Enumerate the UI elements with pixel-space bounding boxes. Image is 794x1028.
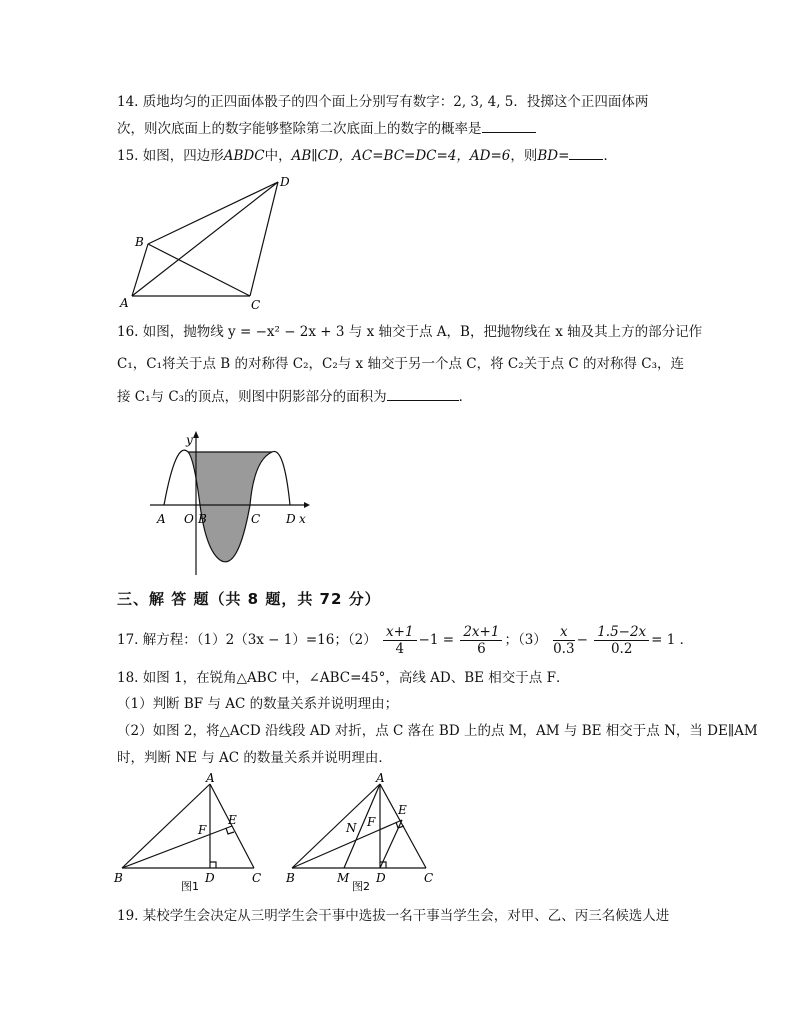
- q17-f4-num: 1.5−2x: [594, 624, 649, 641]
- q16-line1: 16. 如图，抛物线 y = −x² − 2x + 3 与 x 轴交于点 A，B，把抛物线在 x 轴及其上方的部分记作: [117, 324, 703, 340]
- q17-fraction-2: [460, 624, 502, 657]
- q16-figure: [150, 430, 320, 580]
- fig1-label-c: C: [252, 871, 262, 885]
- q16-line3-text: 接 C₁与 C₃的顶点，则图中阴影部分的面积为: [117, 389, 387, 405]
- q15-segment-bd: [148, 182, 278, 244]
- section-3-title: 三、解 答 题（共 8 题，共 72 分）: [117, 590, 381, 608]
- q14-answer-blank: [482, 118, 536, 133]
- q18-figure-2: [284, 771, 444, 894]
- q17-f3-den: 0.3: [553, 641, 575, 657]
- fig1-caption: 图1: [181, 880, 199, 893]
- q16-label-a: A: [157, 512, 166, 526]
- q16-line3-end: ．: [458, 389, 473, 405]
- q17-fraction-3: [553, 624, 574, 657]
- q18-line2: （1）判断 BF 与 AC 的数量关系并说明理由；: [117, 696, 399, 712]
- q17-fraction-1: [383, 624, 417, 657]
- q16-label-b: B: [198, 512, 207, 526]
- q16-label-c: C: [251, 512, 261, 526]
- q15-segment-ab: [132, 244, 148, 296]
- fig1-label-d: D: [205, 871, 215, 885]
- fig1-right-angle-e: [226, 828, 234, 834]
- q14-line2: [117, 118, 536, 139]
- fig2-label-c: C: [424, 871, 434, 885]
- q15-figure: [118, 172, 298, 312]
- q17-sep: ；（3）: [504, 632, 547, 648]
- q16-label-o: O: [184, 512, 194, 526]
- q17-prefix: 17. 解方程：（1）2（3x − 1）=16；（2）: [117, 632, 377, 648]
- q15-label-c: C: [251, 298, 261, 312]
- q17-f2-num: 2x+1: [460, 624, 502, 641]
- fig2-label-f: F: [367, 815, 376, 829]
- q16-y-arrow: [193, 431, 199, 438]
- q17-f1-den: 4: [395, 641, 405, 657]
- q15-text-d: AB∥CD，AC=BC=DC=4，AD=6: [291, 148, 511, 164]
- q15-text-e: ，则: [510, 148, 538, 164]
- q15-segment-bc: [148, 244, 250, 296]
- q17-fraction-4: [594, 624, 649, 657]
- q17-mid1: −1 =: [418, 632, 455, 648]
- q15-line: [117, 145, 617, 166]
- q16-label-y: y: [186, 433, 193, 447]
- q18-figure-1: [114, 771, 274, 894]
- q16-label-d: D: [286, 512, 296, 526]
- fig2-label-e: E: [398, 803, 407, 817]
- q15-text-f: BD=: [537, 148, 570, 164]
- fig2-label-d: D: [376, 871, 386, 885]
- fig2-label-b: B: [286, 871, 295, 885]
- fig2-caption: 图2: [352, 880, 370, 893]
- q16-answer-blank: [387, 386, 459, 401]
- q17-f1-num: x+1: [383, 624, 417, 641]
- q19-line1: 19. 某校学生会决定从三明学生会干事中选拔一名干事当学生会，对甲、乙、丙三名候选人进: [117, 908, 670, 924]
- q15-text-g: ．: [603, 148, 617, 164]
- q15-answer-blank: [569, 145, 603, 160]
- q15-text-a: 15. 如图，四边形: [117, 148, 224, 164]
- q17-f3-num: x: [553, 624, 574, 641]
- fig1-label-a: A: [206, 771, 215, 785]
- fig1-label-e: E: [228, 813, 237, 827]
- q15-text-c: 中，: [264, 148, 292, 164]
- q18-line1: 18. 如图 1，在锐角△ABC 中，∠ABC=45°，高线 AD、BE 相交于点 F．: [117, 670, 570, 686]
- q15-label-a: A: [120, 296, 129, 310]
- fig2-label-a: A: [376, 771, 385, 785]
- q15-segment-ad: [132, 182, 278, 296]
- q15-label-b: B: [135, 235, 144, 249]
- q16-line3: [117, 386, 472, 407]
- q16-line2: C₁，C₁将关于点 B 的对称得 C₂，C₂与 x 轴交于另一个点 C，将 C₂关于点 C 的对称得 C₃，连: [117, 356, 685, 372]
- q15-segment-dc: [250, 182, 278, 296]
- q17-minus: −: [576, 632, 588, 648]
- fig1-label-f: F: [198, 823, 207, 837]
- q18-line4: 时，判断 NE 与 AC 的数量关系并说明理由．: [117, 750, 392, 766]
- q14-line2-text: 次，则次底面上的数字能够整除第二次底面上的数字的概率是: [117, 121, 482, 137]
- q14-line1: 14. 质地均匀的正四面体骰子的四个面上分别写有数字：2, 3, 4, 5．投掷这个正四面体两: [117, 94, 649, 110]
- q17-f4-den: 0.2: [610, 641, 633, 657]
- q15-text-b: ABDC: [223, 148, 265, 164]
- q16-x-arrow: [304, 502, 310, 508]
- q17-end: = 1 ．: [651, 632, 694, 648]
- fig2-label-m: M: [337, 871, 350, 885]
- q16-label-x: x: [299, 512, 306, 526]
- fig1-right-angle-d: [210, 862, 216, 868]
- fig2-label-n: N: [346, 821, 357, 835]
- q17-f2-den: 6: [477, 641, 486, 657]
- fig1-label-b: B: [114, 871, 123, 885]
- q15-label-d: D: [280, 175, 290, 189]
- q17-line: [117, 622, 693, 662]
- fig1-segment-ab: [122, 784, 210, 868]
- q18-line3: （2）如图 2，将△ACD 沿线段 AD 对折，点 C 落在 BD 上的点 M，AM 与 BE 相交于点 N，当 DE∥AM: [117, 723, 758, 739]
